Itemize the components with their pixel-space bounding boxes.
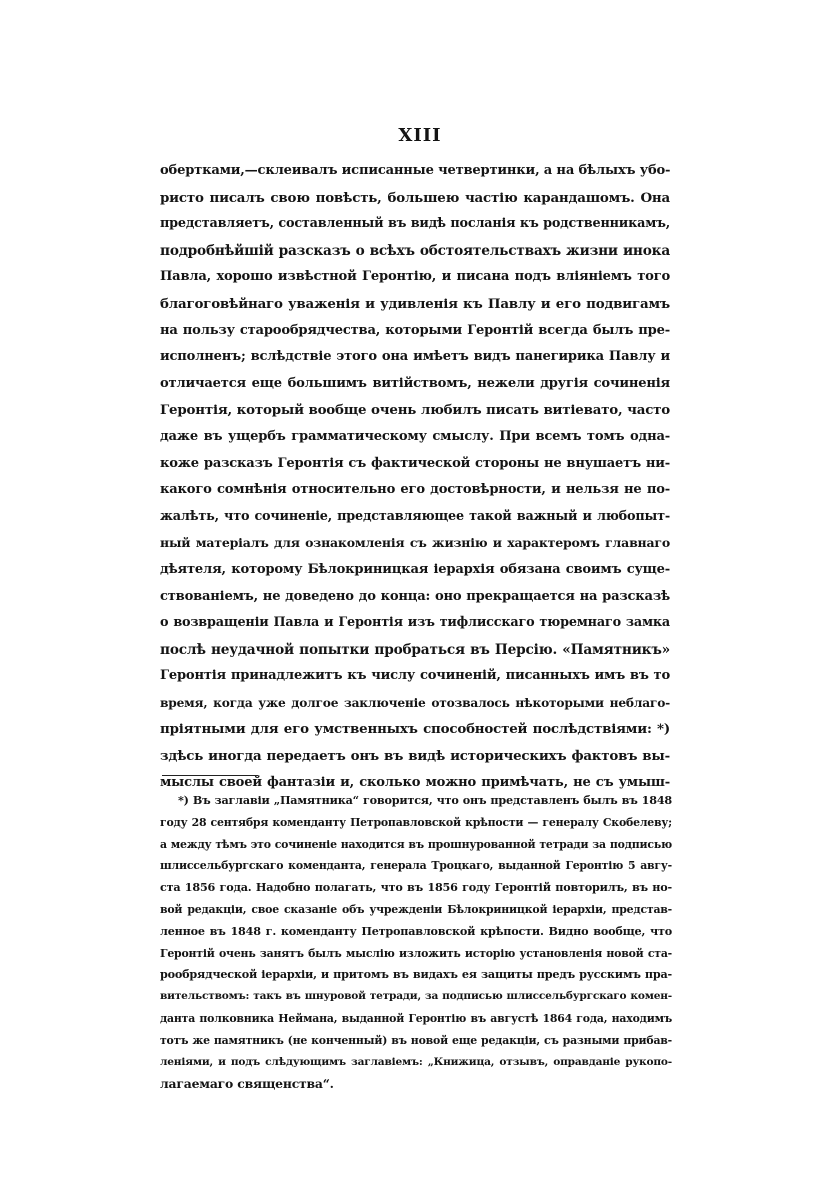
text-line: Геронтія, который вообще очень любилъ писать витіевато, часто <box>160 402 670 419</box>
text-line: представляетъ, составленный въ видѣ посланія къ родственникамъ, <box>160 216 670 232</box>
footnote-line: данта полковника Неймана, выданной Геронтію въ августѣ 1864 года, находимъ <box>160 1011 672 1025</box>
footnote-line: леніями, и подъ слѣдующимъ заглавіемъ: „Книжица, отзывъ, оправданіе рукопо- <box>160 1055 672 1068</box>
footnote-line: а между тѣмъ это сочиненіе находится въ прошнурованной тетради за подписью <box>160 837 672 851</box>
text-line: дѣятеля, которому Бѣлокриницкая іерархія обязана своимъ суще- <box>160 561 670 577</box>
footnote-line: Геронтій очень занятъ былъ мыслію изложить исторію установленія новой ста- <box>160 946 672 960</box>
footnote-line: году 28 сентября коменданту Петропавловской крѣпости — генералу Скобелеву; <box>160 815 672 829</box>
footnote-line: вой редакціи, свое сказаніе объ учрежденіи Бѣлокриницкой іерархіи, представ- <box>160 902 672 916</box>
main-text <box>160 158 670 796</box>
text-line: исполненъ; вслѣдствіе этого она имѣетъ видъ панегирика Павлу и <box>160 349 670 365</box>
text-line: подробнѣйшій разсказъ о всѣхъ обстоятельствахъ жизни инока <box>160 242 670 259</box>
footnote-line: шлиссельбургскаго коменданта, генерала Троцкаго, выданной Геронтію 5 авгу- <box>160 859 672 873</box>
text-line: ный матеріалъ для ознакомленія съ жизнію и характеромъ главнаго <box>160 535 670 551</box>
text-line: послѣ неудачной попытки пробраться въ Персію. «Памятникъ» <box>160 641 670 658</box>
text-line: пріятными для его умственныхъ способностей послѣдствіями: *) <box>160 721 670 738</box>
footnote-line: ста 1856 года. Надобно полагать, что въ 1856 году Геронтій повторилъ, въ но- <box>160 880 672 895</box>
footnote-line: лагаемаго священства“. <box>160 1076 334 1092</box>
text-line: коже разсказъ Геронтія съ фактической стороны не внушаетъ ни- <box>160 455 670 471</box>
text-line: даже въ ущербъ грамматическому смыслу. При всемъ томъ одна- <box>160 428 670 444</box>
text-line: обертками,—склеивалъ исписанные четвертинки, а на бѣлыхъ убо- <box>160 163 670 178</box>
text-line: мыслы своей фантазіи и, сколько можно примѣчать, не съ умыш- <box>160 774 670 790</box>
footnote-line: ленное въ 1848 г. коменданту Петропавловской крѣпости. Видно вообще, что <box>160 923 672 938</box>
text-line: на пользу старообрядчества, которыми Геронтій всегда былъ пре- <box>160 322 670 338</box>
text-line: жалѣть, что сочиненіе, представляющее такой важный и любопыт- <box>160 508 670 524</box>
text-line: благоговѣйнаго уваженія и удивленія къ Павлу и его подвигамъ <box>160 295 670 312</box>
footnote-line: вительствомъ: такъ въ шнуровой тетради, за подписью шлиссельбургскаго комен- <box>160 990 672 1003</box>
text-line: о возвращеніи Павла и Геронтія изъ тифлисскаго тюремнаго замка <box>160 615 670 631</box>
footnote-divider <box>162 775 258 776</box>
text-line: ствованіемъ, не доведено до конца: оно прекращается на разсказѣ <box>160 588 670 604</box>
footnote-line: *) Въ заглавіи „Памятника“ говорится, что онъ представленъ былъ въ 1848 <box>178 793 672 807</box>
footnote-line: рообрядческой іерархіи, и притомъ въ видахъ ея защиты предъ русскимъ пра- <box>160 967 672 982</box>
footnote <box>160 790 672 1095</box>
text-line: какого сомнѣнія относительно его достовѣрности, и нельзя не по- <box>160 482 670 498</box>
footnote-line: тотъ же памятникъ (не конченный) въ новой еще редакціи, съ разными прибав- <box>160 1033 672 1047</box>
page-number: XIII <box>398 125 442 146</box>
text-line: Павла, хорошо извѣстной Геронтію, и писана подъ вліяніемъ того <box>160 269 670 285</box>
text-line: здѣсь иногда передаетъ онъ въ видѣ историческихъ фактовъ вы- <box>160 748 670 765</box>
text-line: время, когда уже долгое заключеніе отозвалось нѣкоторыми неблаго- <box>160 695 670 710</box>
text-line: отличается еще большимъ витійствомъ, нежели другія сочиненія <box>160 375 670 391</box>
text-line: ристо писалъ свою повѣсть, большею частію карандашомъ. Она <box>160 189 670 206</box>
text-line: Геронтія принадлежитъ къ числу сочиненій, писанныхъ имъ въ то <box>160 668 670 684</box>
